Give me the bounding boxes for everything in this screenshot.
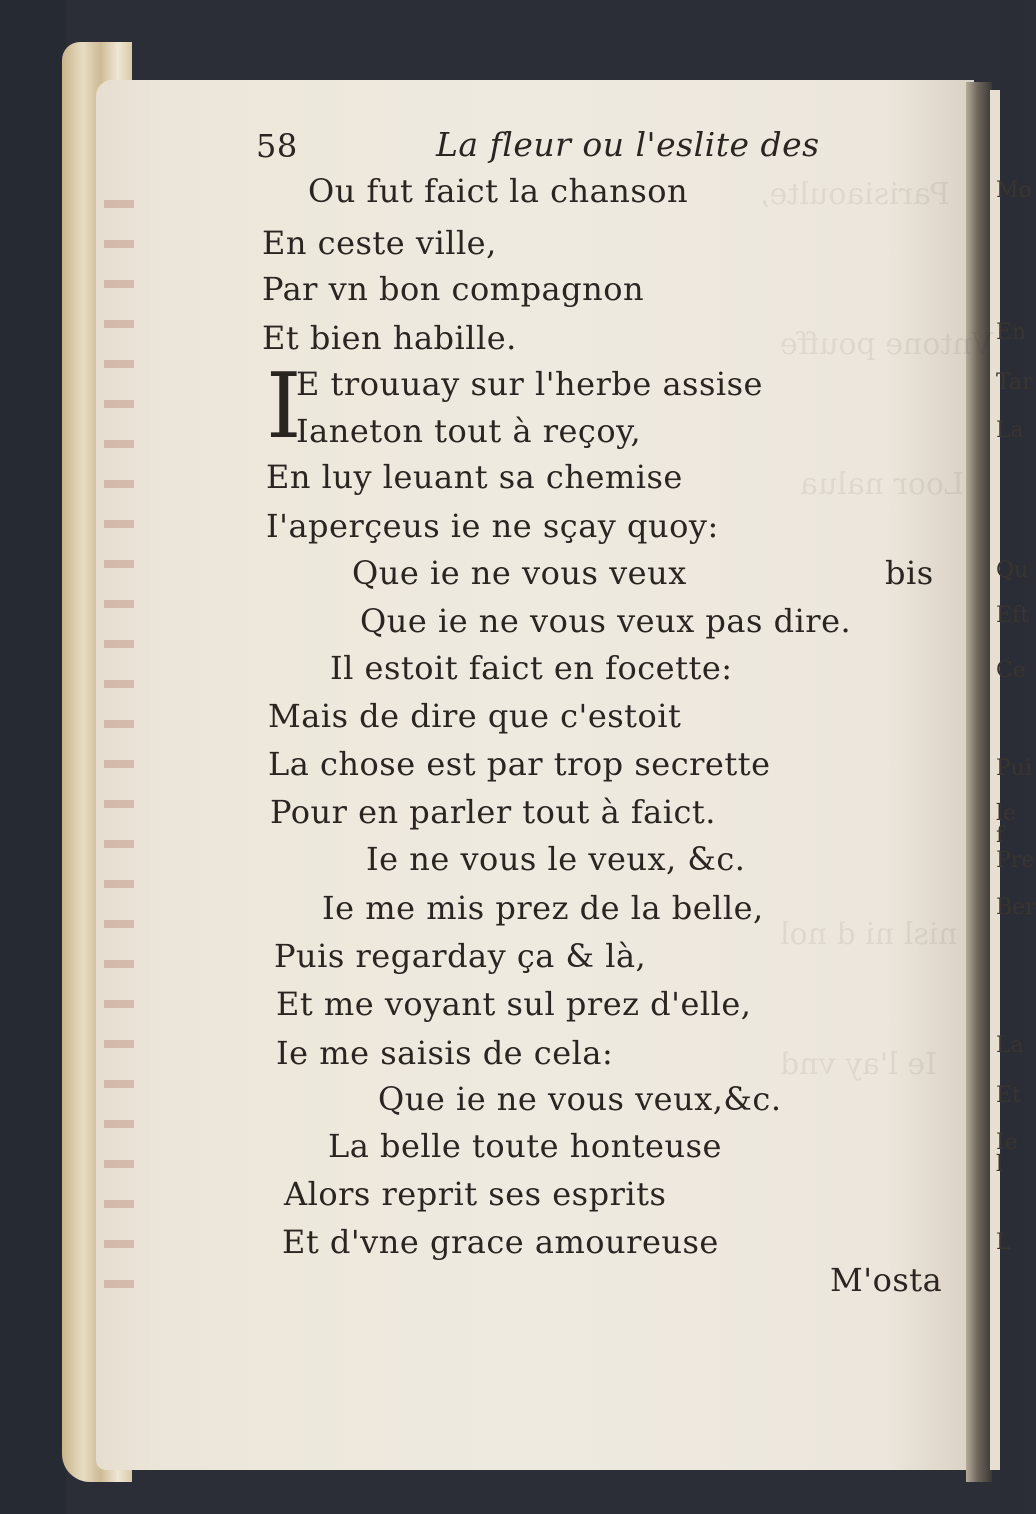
text-line: I'aperçeus ie ne sçay quoy: [266,507,719,545]
facing-page-fragment: Et [996,1083,1021,1108]
text-line: En luy leuant sa chemise [266,458,683,496]
text-line: La chose est par trop secrette [268,745,771,783]
text-line: E trouuay sur l'herbe assise [296,365,763,403]
text-line: Ie me saisis de cela: [276,1034,614,1072]
facing-page-fragment: Pre [996,848,1035,873]
text-line: Puis regarday ça & là, [274,937,647,975]
facing-page-fragment: Pui [996,756,1033,781]
background-left [0,0,66,1514]
facing-page-fragment: L [996,1230,1011,1255]
text-line: Ianeton tout à reçoy, [296,412,642,450]
refrain-marker: bis [885,554,934,592]
facing-page-fragment: Ce [996,658,1026,683]
facing-page-fragment: Ie l [996,1130,1018,1177]
show-through: Loor nalua [800,467,964,502]
page-number: 58 [256,127,298,165]
facing-page-fragment: En [996,320,1027,345]
catchword: M'osta [830,1261,943,1299]
text-line: Il estoit faict en focette: [330,649,733,687]
drop-cap: I [266,354,302,459]
text-line: Pour en parler tout à faict. [270,793,716,831]
running-head: La fleur ou l'eslite des [436,125,820,164]
text-line: Mais de dire que c'estoit [268,697,682,735]
show-through: Parisiaoulte, [760,177,950,212]
book-gutter [966,82,992,1482]
text-line: Ie me mis prez de la belle, [322,889,764,927]
facing-page-fragment: le f [996,801,1017,848]
text-line: Et bien habille. [262,319,517,357]
facing-page-fragment: La [996,1033,1024,1058]
facing-page-fragment: La [996,418,1024,443]
text-line: Ou fut faict la chanson [308,172,689,210]
facing-page-fragment: Eft [996,603,1030,628]
text-line: Et d'vne grace amoureuse [282,1223,719,1261]
show-through: nisl ni d nol [780,917,958,952]
show-through: Vntone pouffe [780,327,994,362]
text-line: En ceste ville, [262,224,497,262]
text-line: Ie ne vous le veux, &c. [366,840,746,878]
facing-page-fragment: Tar [996,370,1033,395]
text-line: Et me voyant sul prez d'elle, [276,985,752,1023]
text-line: La belle toute honteuse [328,1127,722,1165]
facing-page-fragment: Qu [996,558,1029,583]
show-through: Ie l'ay vnd [780,1047,937,1082]
margin-stain [104,200,134,1320]
text-line: Alors reprit ses esprits [284,1175,667,1213]
text-line: Que ie ne vous veux [352,554,687,592]
facing-page-fragment: Mo [996,178,1032,203]
text-line: Que ie ne vous veux pas dire. [360,602,852,640]
text-line: Que ie ne vous veux,&c. [378,1080,782,1118]
facing-page-fragment: Ber [996,895,1036,920]
text-line: Par vn bon compagnon [262,270,645,308]
